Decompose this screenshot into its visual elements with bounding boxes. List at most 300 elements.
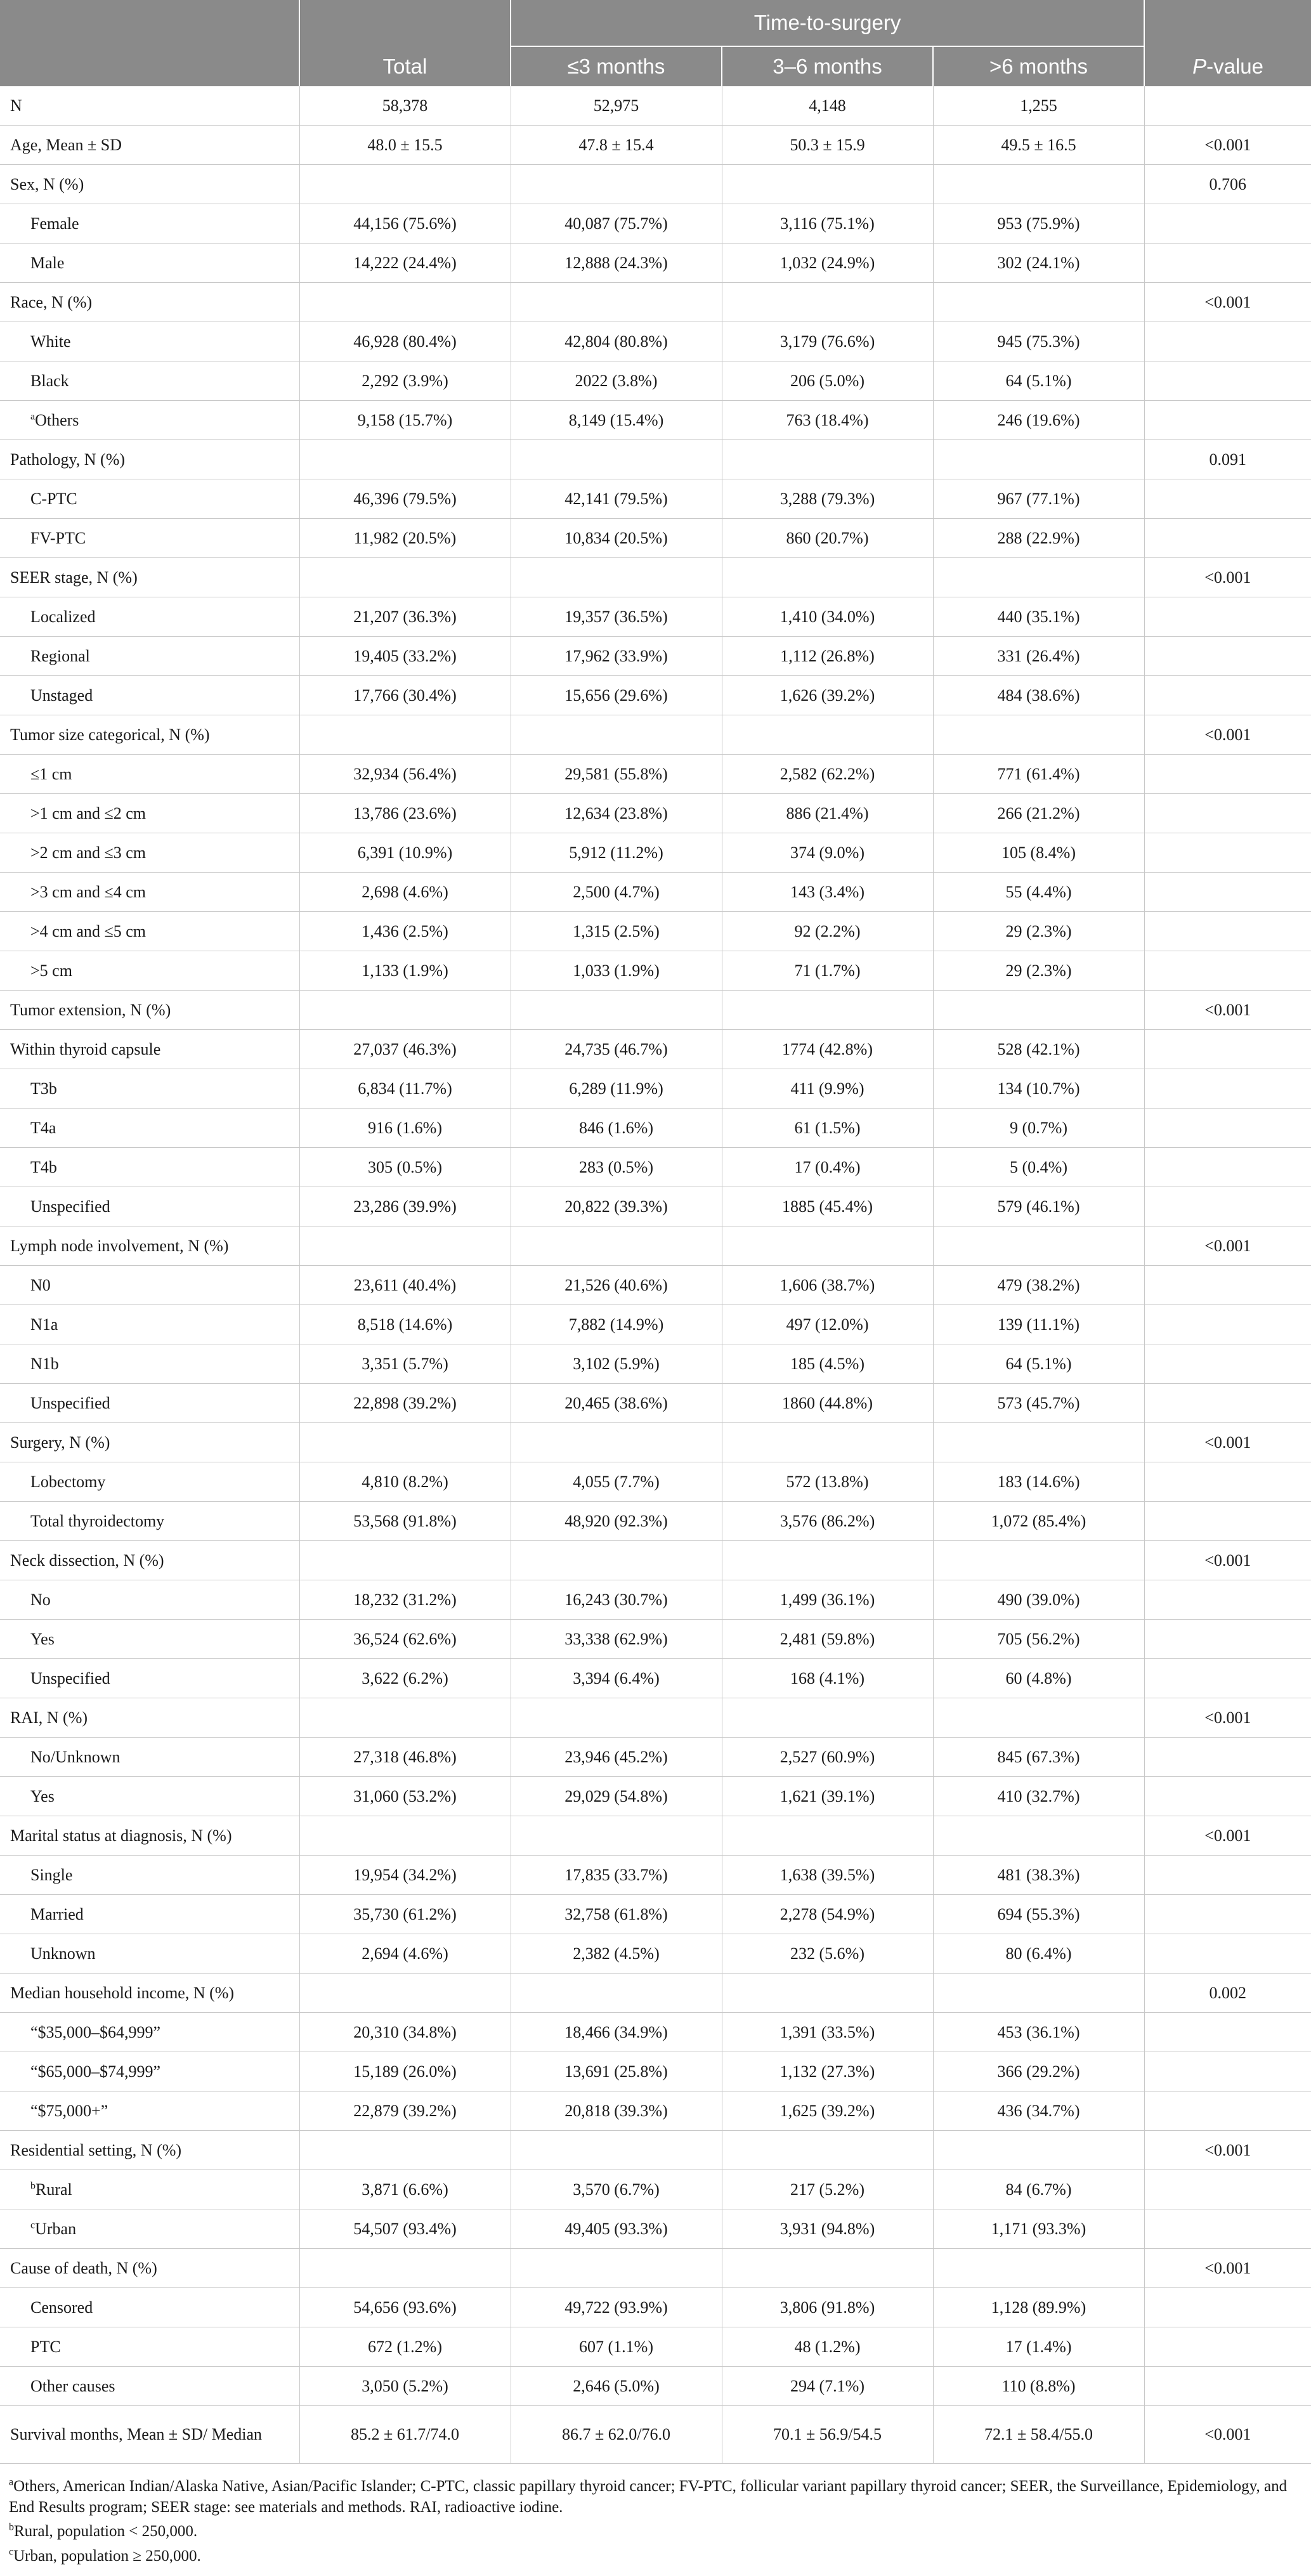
row-label [0, 794, 299, 833]
p-value-cell [1144, 1148, 1311, 1187]
row-label-text: Unspecified [30, 1197, 110, 1216]
row-label [0, 2406, 299, 2464]
table-cell [511, 1423, 722, 1462]
table-row [0, 2013, 1311, 2052]
p-value-cell [1144, 1856, 1311, 1895]
p-value-cell: <0.001 [1144, 283, 1311, 322]
row-label [0, 637, 299, 676]
table-cell: 35,730 (61.2%) [299, 1895, 511, 1934]
row-label [0, 1109, 299, 1148]
table-cell: 1,255 [933, 86, 1144, 126]
table-cell: 246 (19.6%) [933, 401, 1144, 440]
row-label [0, 597, 299, 637]
row-label-text: Within thyroid capsule [10, 1039, 161, 1058]
table-cell [511, 715, 722, 755]
row-label-text: Race, N (%) [10, 292, 93, 311]
table-cell: 15,656 (29.6%) [511, 676, 722, 715]
table-cell: 1860 (44.8%) [722, 1384, 933, 1423]
footnotes [0, 2464, 1311, 2566]
row-label-text: Median household income, N (%) [10, 1983, 235, 2002]
table-cell: 9,158 (15.7%) [299, 401, 511, 440]
table-cell: 3,050 (5.2%) [299, 2367, 511, 2406]
table-cell: 64 (5.1%) [933, 1344, 1144, 1384]
p-value-cell [1144, 873, 1311, 912]
table-row [0, 1895, 1311, 1934]
row-label-text: >4 cm and ≤5 cm [30, 921, 146, 940]
row-label-text: Cause of death, N (%) [10, 2258, 157, 2277]
table-cell: 29,581 (55.8%) [511, 755, 722, 794]
table-cell: 2,481 (59.8%) [722, 1620, 933, 1659]
row-label-text: T4a [30, 1118, 56, 1137]
footnote-marker: a [30, 411, 36, 422]
table-cell: 440 (35.1%) [933, 597, 1144, 637]
row-label-text: Female [30, 214, 79, 233]
table-cell: 185 (4.5%) [722, 1344, 933, 1384]
table-row [0, 755, 1311, 794]
table-cell: 40,087 (75.7%) [511, 204, 722, 244]
table-cell: 168 (4.1%) [722, 1659, 933, 1698]
table-cell: 967 (77.1%) [933, 479, 1144, 519]
table-cell: 528 (42.1%) [933, 1030, 1144, 1069]
table-cell [933, 283, 1144, 322]
row-label [0, 833, 299, 873]
table-cell [722, 1541, 933, 1580]
table-row [0, 165, 1311, 204]
table-cell: 29 (2.3%) [933, 951, 1144, 991]
table-row [0, 2367, 1311, 2406]
p-value-cell [1144, 637, 1311, 676]
p-value-cell [1144, 1580, 1311, 1620]
row-label-text: FV-PTC [30, 528, 86, 547]
table-cell: 27,037 (46.3%) [299, 1030, 511, 1069]
table-row [0, 1148, 1311, 1187]
p-value-cell: <0.001 [1144, 991, 1311, 1030]
row-label-text: Lymph node involvement, N (%) [10, 1236, 229, 1255]
table-cell [511, 2131, 722, 2170]
row-label [0, 558, 299, 597]
table-row [0, 126, 1311, 165]
p-value-cell: <0.001 [1144, 1226, 1311, 1266]
table-row [0, 322, 1311, 361]
table-cell [722, 1816, 933, 1856]
table-cell: 1,315 (2.5%) [511, 912, 722, 951]
table-cell: 217 (5.2%) [722, 2170, 933, 2209]
table-cell: 206 (5.0%) [722, 361, 933, 401]
table-cell: 19,405 (33.2%) [299, 637, 511, 676]
footnote [9, 2546, 1302, 2567]
table-cell: 953 (75.9%) [933, 204, 1144, 244]
row-label-text: ≤1 cm [30, 764, 72, 783]
table-cell: 32,934 (56.4%) [299, 755, 511, 794]
header-group-time-to-surgery: Time-to-surgery [511, 0, 1144, 46]
table-row [0, 1384, 1311, 1423]
table-cell: 1,072 (85.4%) [933, 1502, 1144, 1541]
table-cell [299, 440, 511, 479]
table-cell: 92 (2.2%) [722, 912, 933, 951]
table-cell: 22,898 (39.2%) [299, 1384, 511, 1423]
table-row [0, 1305, 1311, 1344]
table-cell [933, 1541, 1144, 1580]
table-row [0, 2091, 1311, 2131]
table-cell [933, 558, 1144, 597]
row-label [0, 1738, 299, 1777]
table-cell [933, 440, 1144, 479]
table-cell: 1,606 (38.7%) [722, 1266, 933, 1305]
p-value-cell [1144, 1109, 1311, 1148]
table-row [0, 2288, 1311, 2327]
row-label-text: PTC [30, 2337, 61, 2356]
table-cell: 49.5 ± 16.5 [933, 126, 1144, 165]
table-cell: 4,055 (7.7%) [511, 1462, 722, 1502]
p-value-cell: 0.091 [1144, 440, 1311, 479]
table-row [0, 2249, 1311, 2288]
table-cell [722, 2249, 933, 2288]
table-row [0, 991, 1311, 1030]
table-cell: 20,818 (39.3%) [511, 2091, 722, 2131]
row-label [0, 2367, 299, 2406]
table-row [0, 2209, 1311, 2249]
table-cell: 64 (5.1%) [933, 361, 1144, 401]
table-cell: 22,879 (39.2%) [299, 2091, 511, 2131]
table-cell: 48,920 (92.3%) [511, 1502, 722, 1541]
table-cell: 54,507 (93.4%) [299, 2209, 511, 2249]
table-cell: 6,289 (11.9%) [511, 1069, 722, 1109]
row-label [0, 519, 299, 558]
table-row [0, 1856, 1311, 1895]
row-label [0, 1580, 299, 1620]
table-cell: 5,912 (11.2%) [511, 833, 722, 873]
table-cell: 9 (0.7%) [933, 1109, 1144, 1148]
row-label [0, 676, 299, 715]
row-label-text: Neck dissection, N (%) [10, 1551, 164, 1570]
table-cell: 2022 (3.8%) [511, 361, 722, 401]
table-row [0, 283, 1311, 322]
table-cell [511, 440, 722, 479]
table-cell: 50.3 ± 15.9 [722, 126, 933, 165]
footnote-marker: c [30, 2220, 36, 2231]
row-label [0, 873, 299, 912]
row-label [0, 1934, 299, 1974]
table-cell: 72.1 ± 58.4/55.0 [933, 2406, 1144, 2464]
table-row [0, 1462, 1311, 1502]
p-value-cell: <0.001 [1144, 558, 1311, 597]
footnote [9, 2476, 1302, 2518]
p-value-cell: <0.001 [1144, 715, 1311, 755]
table-row [0, 1226, 1311, 1266]
table-cell: 846 (1.6%) [511, 1109, 722, 1148]
table-cell: 288 (22.9%) [933, 519, 1144, 558]
table-cell: 183 (14.6%) [933, 1462, 1144, 1502]
table-cell: 17 (0.4%) [722, 1148, 933, 1187]
table-cell: 705 (56.2%) [933, 1620, 1144, 1659]
table-cell [299, 1974, 511, 2013]
table-cell: 3,871 (6.6%) [299, 2170, 511, 2209]
table-row [0, 1580, 1311, 1620]
table-row [0, 873, 1311, 912]
row-label-text: Total thyroidectomy [30, 1511, 165, 1530]
table-row [0, 794, 1311, 833]
footnote [9, 2521, 1302, 2542]
p-value-cell [1144, 2367, 1311, 2406]
p-value-cell [1144, 2327, 1311, 2367]
table-cell: 60 (4.8%) [933, 1659, 1144, 1698]
table-cell: 1,128 (89.9%) [933, 2288, 1144, 2327]
table-cell: 13,786 (23.6%) [299, 794, 511, 833]
table-cell: 20,822 (39.3%) [511, 1187, 722, 1226]
table-cell: 134 (10.7%) [933, 1069, 1144, 1109]
table-cell [299, 1226, 511, 1266]
p-value-cell [1144, 912, 1311, 951]
p-value-cell: <0.001 [1144, 2249, 1311, 2288]
table-cell: 27,318 (46.8%) [299, 1738, 511, 1777]
table-cell [933, 991, 1144, 1030]
table-cell: 44,156 (75.6%) [299, 204, 511, 244]
p-value-cell [1144, 2013, 1311, 2052]
table-row [0, 1620, 1311, 1659]
row-label-text: White [30, 332, 71, 351]
table-cell: 61 (1.5%) [722, 1109, 933, 1148]
table-cell: 302 (24.1%) [933, 244, 1144, 283]
p-value-cell: <0.001 [1144, 1816, 1311, 1856]
row-label-text: “$75,000+” [30, 2101, 108, 2120]
table-cell: 2,278 (54.9%) [722, 1895, 933, 1934]
row-label-text: Marital status at diagnosis, N (%) [10, 1826, 232, 1845]
table-row [0, 1816, 1311, 1856]
table-row [0, 1777, 1311, 1816]
p-value-cell: <0.001 [1144, 126, 1311, 165]
p-value-cell [1144, 479, 1311, 519]
p-value-cell [1144, 833, 1311, 873]
table-cell: 70.1 ± 56.9/54.5 [722, 2406, 933, 2464]
p-value-cell: 0.002 [1144, 1974, 1311, 2013]
row-label [0, 2131, 299, 2170]
table-cell: 2,382 (4.5%) [511, 1934, 722, 1974]
table-row [0, 951, 1311, 991]
column-header-3to6: 3–6 months [722, 46, 933, 86]
table-cell: 86.7 ± 62.0/76.0 [511, 2406, 722, 2464]
table-row [0, 676, 1311, 715]
row-label-text: Sex, N (%) [10, 174, 84, 193]
table-cell: 4,810 (8.2%) [299, 1462, 511, 1502]
column-header-p-value [1144, 46, 1311, 86]
table-cell: 42,141 (79.5%) [511, 479, 722, 519]
table-row [0, 2170, 1311, 2209]
table-row [0, 401, 1311, 440]
row-label [0, 1030, 299, 1069]
table-cell [722, 991, 933, 1030]
table-cell: 31,060 (53.2%) [299, 1777, 511, 1816]
p-value-cell [1144, 1384, 1311, 1423]
footnote-marker: a [9, 2476, 14, 2488]
p-value-cell [1144, 1502, 1311, 1541]
table-cell: 17,962 (33.9%) [511, 637, 722, 676]
table-cell [722, 558, 933, 597]
row-label [0, 1895, 299, 1934]
p-value-cell [1144, 2288, 1311, 2327]
row-label [0, 440, 299, 479]
table-cell: 481 (38.3%) [933, 1856, 1144, 1895]
table-header [0, 0, 1311, 86]
table-cell [511, 165, 722, 204]
row-label [0, 86, 299, 126]
row-label-text: Lobectomy [30, 1472, 106, 1491]
table-cell: 2,500 (4.7%) [511, 873, 722, 912]
footnote-marker: c [9, 2546, 14, 2558]
table-row [0, 519, 1311, 558]
row-label [0, 1384, 299, 1423]
table-cell: 71 (1.7%) [722, 951, 933, 991]
row-label-text: Rural [36, 2180, 72, 2199]
table-cell: 1,621 (39.1%) [722, 1777, 933, 1816]
column-header-total: Total [299, 46, 511, 86]
row-label [0, 126, 299, 165]
table-row [0, 2327, 1311, 2367]
table-cell: 1,391 (33.5%) [722, 2013, 933, 2052]
table-cell: 497 (12.0%) [722, 1305, 933, 1344]
table-cell: 763 (18.4%) [722, 401, 933, 440]
table-row [0, 1344, 1311, 1384]
table-cell [933, 1816, 1144, 1856]
table-cell: 19,954 (34.2%) [299, 1856, 511, 1895]
table-cell [722, 715, 933, 755]
table-cell [722, 165, 933, 204]
p-value-cell [1144, 2052, 1311, 2091]
table-cell: 46,396 (79.5%) [299, 479, 511, 519]
table-cell: 21,207 (36.3%) [299, 597, 511, 637]
table-row [0, 597, 1311, 637]
row-label [0, 1305, 299, 1344]
table-cell [722, 440, 933, 479]
table-cell: 105 (8.4%) [933, 833, 1144, 873]
table-cell: 139 (11.1%) [933, 1305, 1144, 1344]
row-label [0, 2249, 299, 2288]
table-cell [933, 1974, 1144, 2013]
table-row [0, 479, 1311, 519]
table-cell: 1,133 (1.9%) [299, 951, 511, 991]
table-cell: 1,112 (26.8%) [722, 637, 933, 676]
footnote-text: Urban, population ≥ 250,000. [13, 2547, 201, 2565]
p-value-cell [1144, 1895, 1311, 1934]
table-cell [299, 1698, 511, 1738]
table-cell: 3,570 (6.7%) [511, 2170, 722, 2209]
row-label-text: Unspecified [30, 1393, 110, 1412]
row-label-text: Tumor extension, N (%) [10, 1000, 171, 1019]
row-label [0, 361, 299, 401]
row-label-text: N [10, 96, 22, 115]
table-cell: 490 (39.0%) [933, 1580, 1144, 1620]
table-cell: 479 (38.2%) [933, 1266, 1144, 1305]
table-row [0, 833, 1311, 873]
row-label-text: Male [30, 253, 65, 272]
table-cell: 579 (46.1%) [933, 1187, 1144, 1226]
table-row [0, 361, 1311, 401]
table-cell: 80 (6.4%) [933, 1934, 1144, 1974]
p-value-cell [1144, 597, 1311, 637]
table-cell: 3,622 (6.2%) [299, 1659, 511, 1698]
table-cell: 886 (21.4%) [722, 794, 933, 833]
row-label-text: Pathology, N (%) [10, 450, 126, 469]
row-label-text: Other causes [30, 2376, 115, 2395]
table-cell: 672 (1.2%) [299, 2327, 511, 2367]
table-cell: 573 (45.7%) [933, 1384, 1144, 1423]
table-cell: 18,232 (31.2%) [299, 1580, 511, 1620]
row-label [0, 715, 299, 755]
table-cell [722, 1698, 933, 1738]
table-cell: 366 (29.2%) [933, 2052, 1144, 2091]
table-cell: 4,148 [722, 86, 933, 126]
footnote-marker: b [30, 2180, 36, 2192]
table-cell: 1774 (42.8%) [722, 1030, 933, 1069]
p-value-cell: <0.001 [1144, 2406, 1311, 2464]
row-label-text: Unknown [30, 1944, 96, 1963]
row-label [0, 1266, 299, 1305]
p-value-cell [1144, 2091, 1311, 2131]
table-cell: 15,189 (26.0%) [299, 2052, 511, 2091]
row-label-text: Yes [30, 1629, 55, 1648]
table-cell: 3,102 (5.9%) [511, 1344, 722, 1384]
table-row [0, 1109, 1311, 1148]
p-value-cell [1144, 1462, 1311, 1502]
row-label-text: Age, Mean ± SD [10, 135, 122, 154]
table-cell: 29,029 (54.8%) [511, 1777, 722, 1816]
table-cell: 845 (67.3%) [933, 1738, 1144, 1777]
table-cell [299, 165, 511, 204]
row-label [0, 2288, 299, 2327]
table-row [0, 1698, 1311, 1738]
row-label-text: N1a [30, 1315, 58, 1334]
table-row [0, 1934, 1311, 1974]
table-cell: 24,735 (46.7%) [511, 1030, 722, 1069]
table-cell [299, 1541, 511, 1580]
table-row [0, 1541, 1311, 1580]
table-cell: 2,527 (60.9%) [722, 1738, 933, 1777]
table-cell: 49,405 (93.3%) [511, 2209, 722, 2249]
row-label [0, 951, 299, 991]
table-cell: 1,626 (39.2%) [722, 676, 933, 715]
p-value-cell [1144, 755, 1311, 794]
table-cell: 17 (1.4%) [933, 2327, 1144, 2367]
row-label [0, 2013, 299, 2052]
row-label [0, 1659, 299, 1698]
table-cell: 2,698 (4.6%) [299, 873, 511, 912]
table-cell: 21,526 (40.6%) [511, 1266, 722, 1305]
row-label [0, 244, 299, 283]
table-cell [933, 165, 1144, 204]
p-value-cell [1144, 676, 1311, 715]
table-row [0, 86, 1311, 126]
row-label [0, 2091, 299, 2131]
table-cell: 3,179 (76.6%) [722, 322, 933, 361]
table-cell [299, 1423, 511, 1462]
table-cell [511, 283, 722, 322]
table-cell: 20,310 (34.8%) [299, 2013, 511, 2052]
row-label-text: >3 cm and ≤4 cm [30, 882, 146, 901]
table-cell: 18,466 (34.9%) [511, 2013, 722, 2052]
p-value-cell [1144, 322, 1311, 361]
table-cell: 1,625 (39.2%) [722, 2091, 933, 2131]
row-label-text: Unspecified [30, 1669, 110, 1688]
table-cell: 305 (0.5%) [299, 1148, 511, 1187]
table-cell: 110 (8.8%) [933, 2367, 1144, 2406]
p-value-cell [1144, 1069, 1311, 1109]
table-cell: 17,766 (30.4%) [299, 676, 511, 715]
p-value-cell [1144, 794, 1311, 833]
p-value-cell [1144, 2170, 1311, 2209]
table-cell: 1,410 (34.0%) [722, 597, 933, 637]
table-cell: 3,931 (94.8%) [722, 2209, 933, 2249]
table-row [0, 1069, 1311, 1109]
table-body [0, 86, 1311, 2464]
